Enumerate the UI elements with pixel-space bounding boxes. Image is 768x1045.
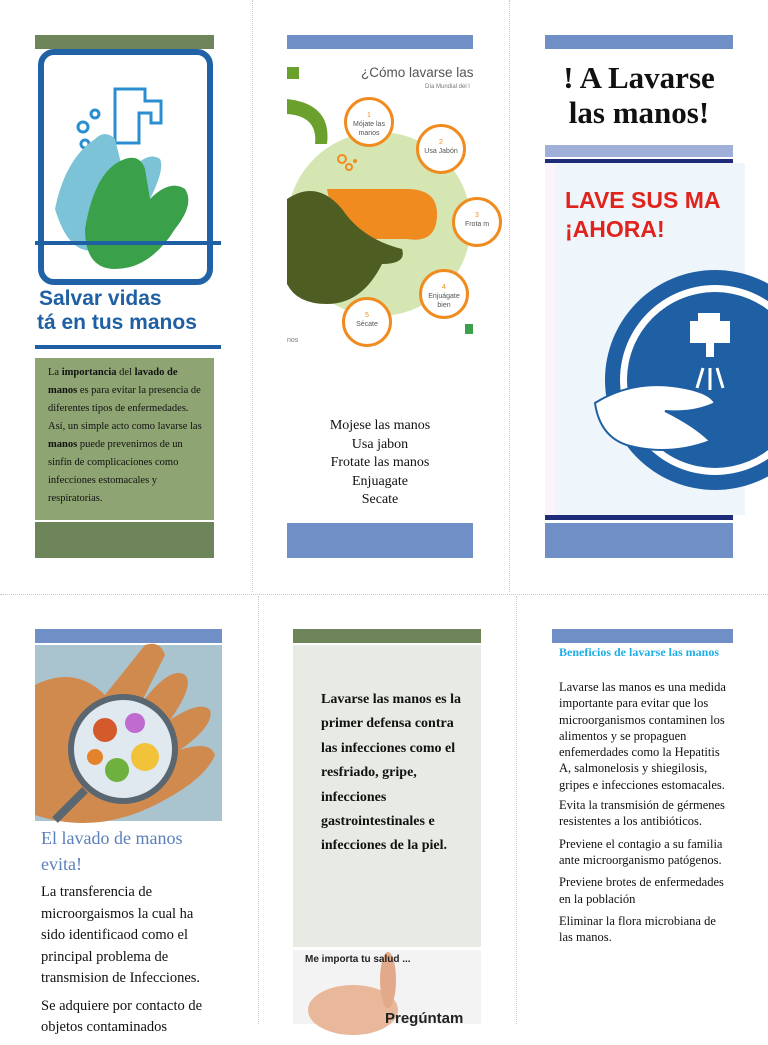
page-divider (252, 0, 253, 592)
body-text: puede prevenirnos de un sinfín de complicaciones como infecciones estomacales y respiratorias. (48, 439, 183, 504)
poster-line1: LAVE SUS MA (565, 187, 721, 213)
steps-list-item: Secate (361, 492, 399, 507)
steps-image-subtitle: Día Mundial del l (425, 84, 470, 90)
benefits-paragraph: Eliminar la flora microbiana de las manos. (559, 913, 716, 945)
benefits-paragraph: Previene el contagio a su familia ante microorganismo patógenos. (559, 836, 723, 867)
panel4-paragraph: Se adquiere por contacto de objetos contaminados (41, 997, 203, 1035)
panel4-heading: El lavado de manos evita! (41, 828, 183, 874)
steps-image-title: ¿Cómo lavarse las (361, 65, 474, 80)
cover-title (545, 60, 733, 130)
defense-text: Lavarse las manos es la primer defensa contra las infecciones como el resfriado, gripe, infecciones gastrointestinales e infecciones de la piel. (321, 692, 461, 854)
panel4-paragraph: La transferencia de microorgaismos la cual ha sido identificaod como el principal problema de transmision de Infecciones. (41, 884, 201, 986)
importance-textbox (35, 358, 214, 520)
benefits-paragraph: Previene brotes de enfermedades en la población (559, 875, 724, 906)
cover-strip-light (545, 145, 733, 157)
page-divider (258, 596, 259, 1024)
benefits-paragraph: Evita la transmisión de gérmenes resistentes a los antibióticos. (559, 798, 725, 829)
hands-faucet-icon (35, 49, 221, 285)
benefits-body (559, 679, 731, 949)
logo-slogan-line1: Salvar vidas (39, 287, 162, 310)
benefits-heading: Beneficios de lavarse las manos (559, 645, 719, 659)
steps-image-corner-text: nos (287, 337, 299, 344)
cover-title-line1: ! A Lavarse (563, 60, 715, 95)
page-divider (516, 596, 517, 1024)
poster-line2: ¡AHORA! (565, 216, 665, 242)
body-text: del (116, 367, 135, 378)
doctor-photo-image (293, 950, 481, 1027)
panel4-body (41, 882, 221, 1045)
germs-magnifier-image (35, 645, 222, 821)
logo-underline (35, 345, 221, 349)
step-2-circle: 2 Usa Jabón (416, 124, 466, 174)
panel1-top-bar (35, 35, 214, 49)
logo-slogan-line2: tá en tus manos (37, 311, 197, 334)
faucet-hands-icon (545, 163, 733, 515)
steps-list-item: Frotate las manos (330, 455, 430, 470)
cover-strip-bottom (545, 515, 733, 520)
wash-hands-poster-image (545, 163, 733, 515)
body-text: es para evitar la presencia de diferentes tipos de enfermedades. Así, un simple acto como lavarse las (48, 385, 202, 432)
photo-caption-line1: Me importa tu salud ... (305, 954, 411, 965)
emphasis-text: importancia (61, 367, 117, 378)
panel3-top-bar (545, 35, 733, 49)
panel1-bottom-bar (35, 522, 214, 558)
handwashing-steps-image (287, 49, 490, 355)
page-fold (0, 594, 768, 595)
photo-caption-line2: Pregúntam (385, 1010, 464, 1027)
emphasis-text: manos (48, 439, 78, 450)
step-1-circle: 1 Mójate las manos (344, 97, 394, 147)
steps-list-item: Usa jabon (351, 436, 409, 452)
importance-paragraph (48, 364, 206, 508)
body-text: La (48, 367, 62, 378)
panel2-bottom-bar (287, 523, 473, 558)
panel2-top-bar (287, 35, 473, 49)
step-4-circle: 4 Enjuágate bien (419, 269, 469, 319)
germs-hand-illustration (35, 645, 222, 821)
step-5-circle: 5 Sécate (342, 297, 392, 347)
cover-title-line2: las manos! (568, 95, 710, 130)
panel5-top-bar (293, 629, 481, 643)
handwashing-logo-image (35, 49, 221, 351)
benefits-paragraph: Lavarse las manos es una medida importante para evitar que los microorganismos contaminen los alimentos y se propaguen enfemerdades como la Hepatitis A, salmonelosis y shiegilosis, gripes e infecciones estomacales. (559, 680, 726, 792)
steps-list-item: Mojese las manos (329, 418, 431, 433)
steps-list (290, 417, 470, 510)
panel4-top-bar (35, 629, 222, 643)
step-3-circle: 3 Frota m (452, 197, 502, 247)
page-divider (509, 0, 510, 592)
emphasis-text: lavado de manos (48, 367, 178, 396)
panel6-top-bar (552, 629, 733, 643)
panel3-bottom-bar (545, 523, 733, 558)
steps-list-item: Enjuagate (352, 473, 408, 489)
